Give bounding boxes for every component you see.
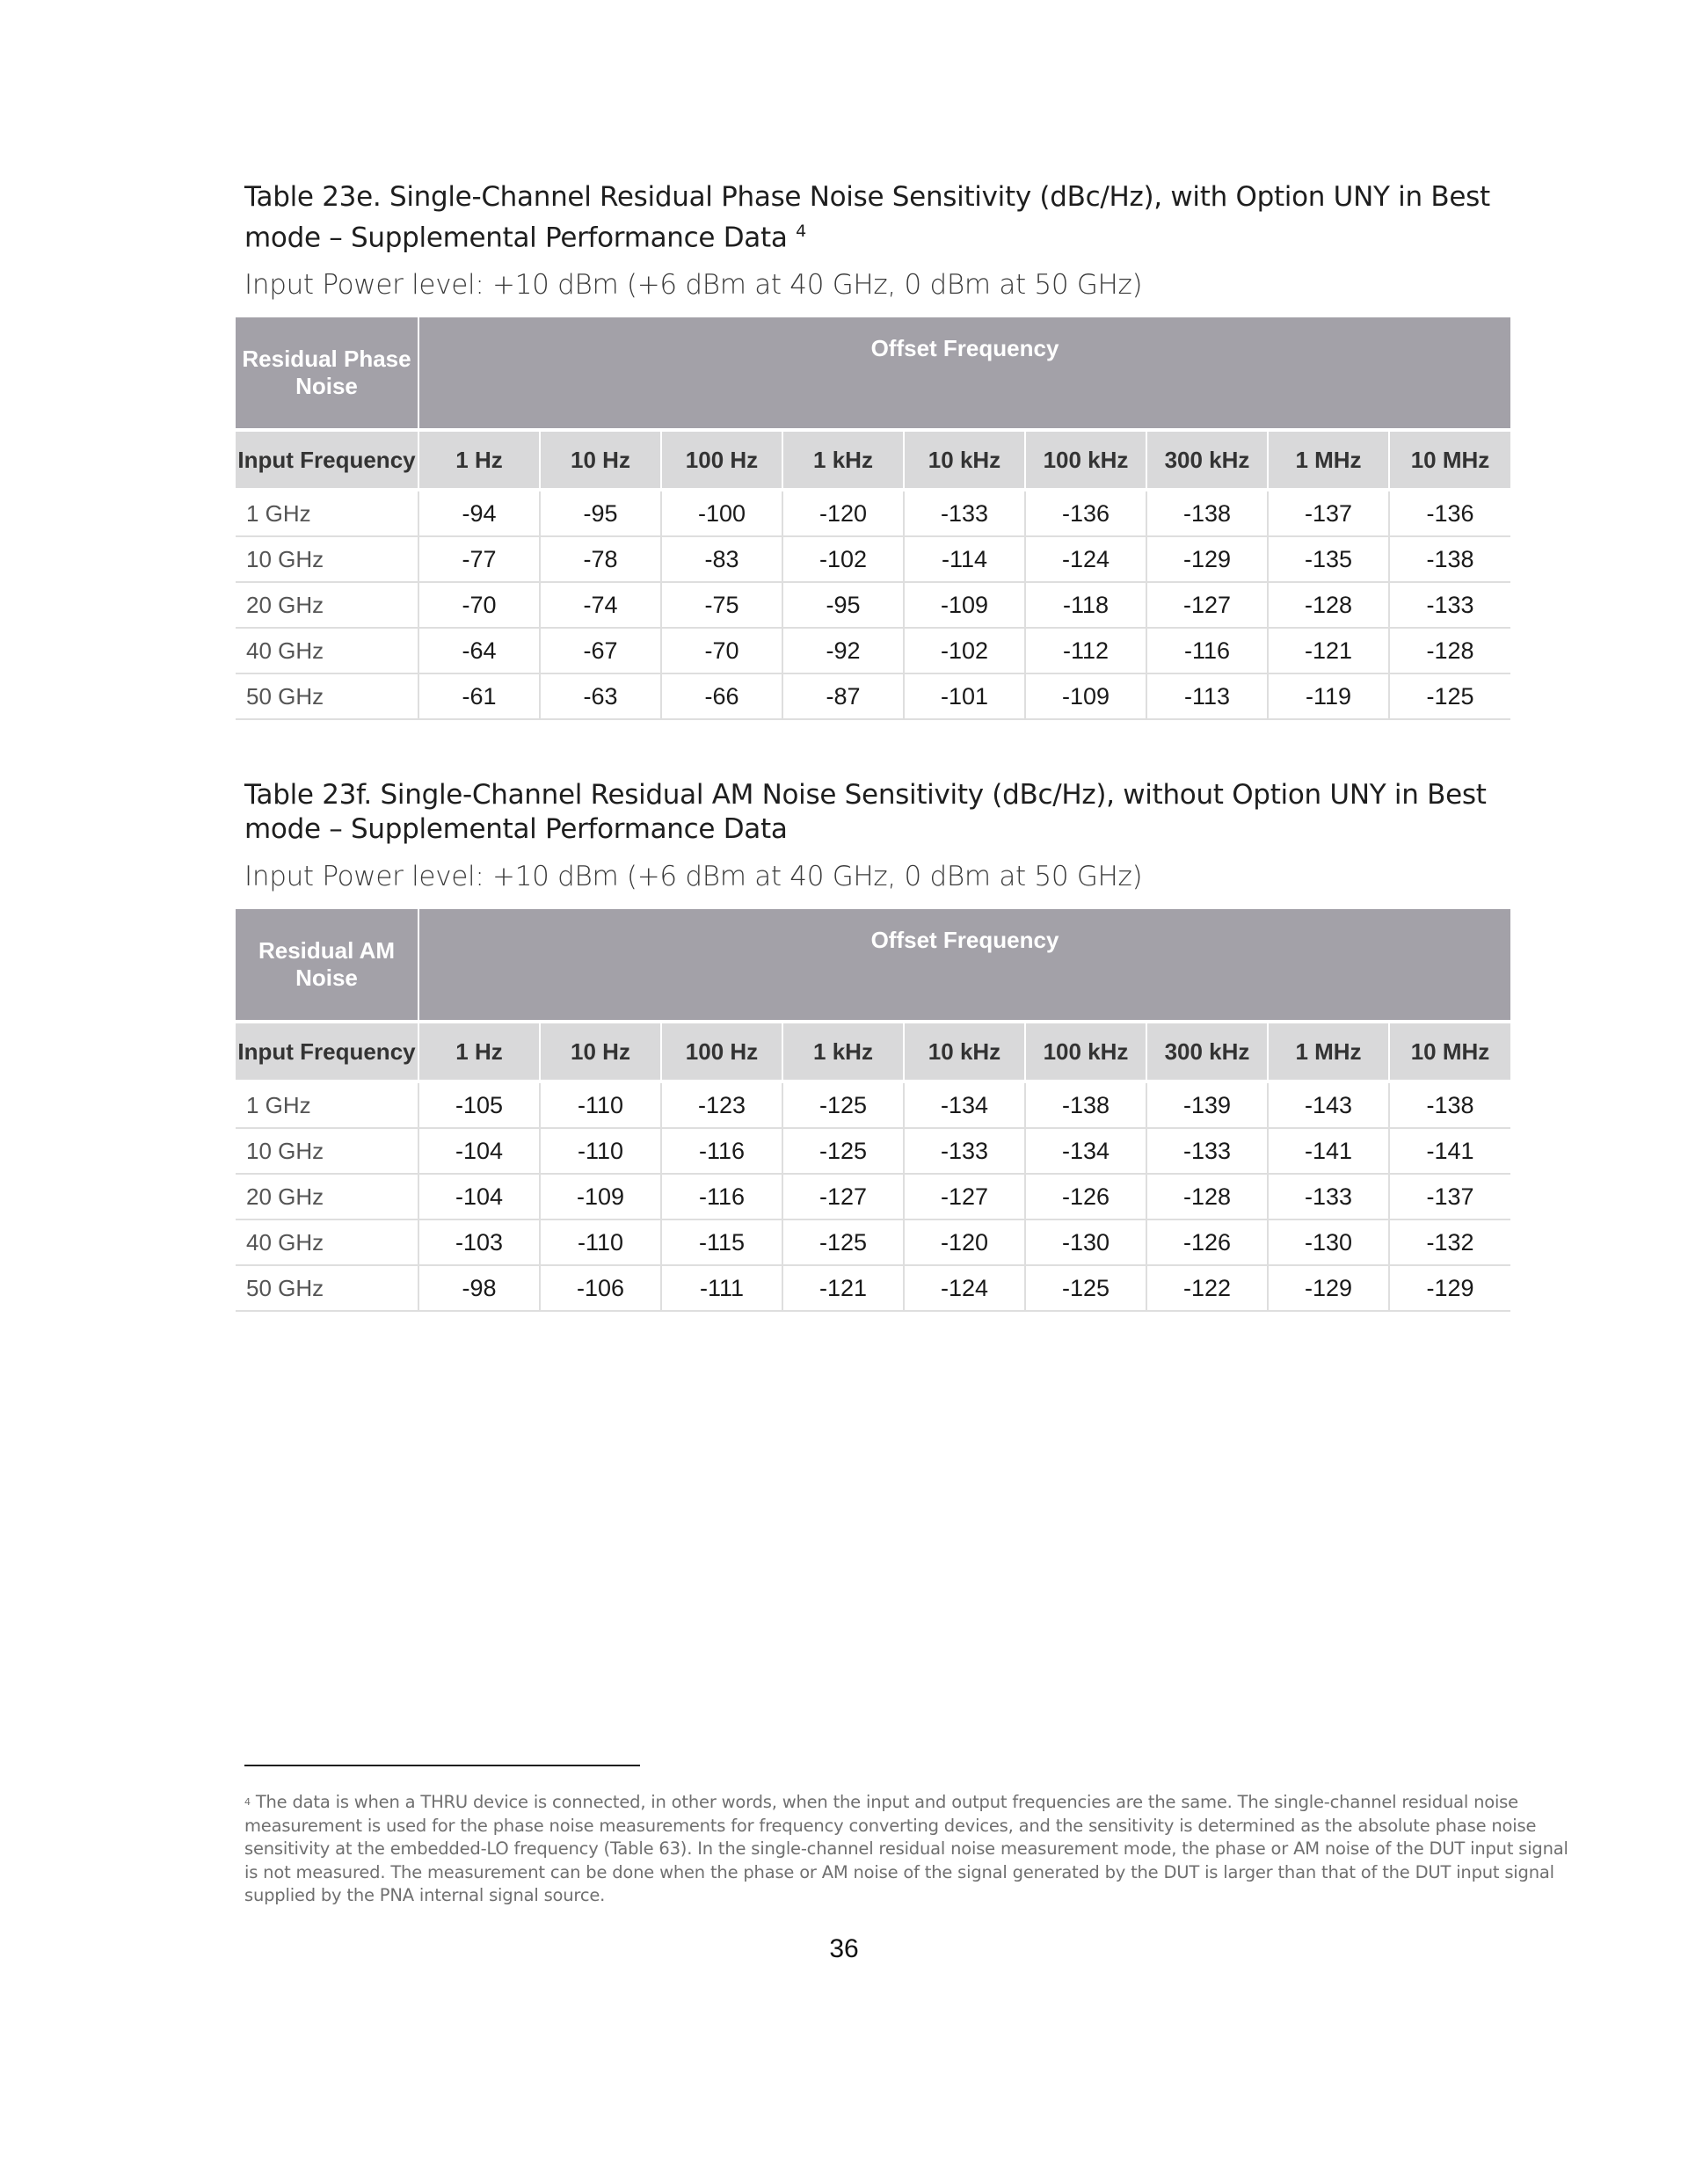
value-cell: -118	[1025, 582, 1146, 628]
value-cell: -141	[1389, 1128, 1510, 1174]
column-header: 10 Hz	[540, 430, 661, 490]
value-cell: -123	[661, 1081, 782, 1128]
value-cell: -128	[1389, 628, 1510, 673]
value-cell: -134	[1025, 1128, 1146, 1174]
value-cell: -132	[1389, 1219, 1510, 1265]
corner-header: Residual Phase Noise	[236, 317, 418, 430]
column-header-row	[236, 430, 1510, 490]
value-cell: -67	[540, 628, 661, 673]
value-cell: -129	[1389, 1265, 1510, 1311]
footnote	[244, 1791, 1581, 1908]
value-cell: -127	[904, 1174, 1025, 1219]
value-cell: -124	[904, 1265, 1025, 1311]
group-header: Offset Frequency	[418, 909, 1510, 1022]
value-cell: -87	[782, 673, 904, 719]
value-cell: -74	[540, 582, 661, 628]
value-cell: -119	[1268, 673, 1389, 719]
input-frequency-cell: 1 GHz	[236, 1081, 418, 1128]
value-cell: -125	[1389, 673, 1510, 719]
value-cell: -138	[1025, 1081, 1146, 1128]
value-cell: -63	[540, 673, 661, 719]
column-header: 1 kHz	[782, 430, 904, 490]
value-cell: -113	[1146, 673, 1268, 719]
table-row	[236, 582, 1510, 628]
value-cell: -111	[661, 1265, 782, 1311]
value-cell: -133	[904, 1128, 1025, 1174]
table-body	[236, 490, 1510, 719]
value-cell: -70	[418, 582, 540, 628]
table-row	[236, 1265, 1510, 1311]
value-cell: -103	[418, 1219, 540, 1265]
value-cell: -98	[418, 1265, 540, 1311]
value-cell: -128	[1146, 1174, 1268, 1219]
value-cell: -110	[540, 1219, 661, 1265]
value-cell: -116	[661, 1174, 782, 1219]
input-frequency-cell: 10 GHz	[236, 536, 418, 582]
value-cell: -104	[418, 1174, 540, 1219]
value-cell: -134	[904, 1081, 1025, 1128]
column-header: 1 Hz	[418, 1022, 540, 1081]
column-header: 10 MHz	[1389, 1022, 1510, 1081]
value-cell: -115	[661, 1219, 782, 1265]
column-header: 300 kHz	[1146, 430, 1268, 490]
column-header: 1 kHz	[782, 1022, 904, 1081]
column-header: 10 kHz	[904, 1022, 1025, 1081]
value-cell: -116	[661, 1128, 782, 1174]
value-cell: -125	[1025, 1265, 1146, 1311]
column-header: 100 Hz	[661, 1022, 782, 1081]
value-cell: -125	[782, 1081, 904, 1128]
group-header: Offset Frequency	[418, 317, 1510, 430]
value-cell: -121	[782, 1265, 904, 1311]
value-cell: -133	[1146, 1128, 1268, 1174]
column-header: 10 kHz	[904, 430, 1025, 490]
value-cell: -139	[1146, 1081, 1268, 1128]
value-cell: -104	[418, 1128, 540, 1174]
input-frequency-cell: 50 GHz	[236, 1265, 418, 1311]
table-title: Table 23f. Single-Channel Residual AM Noise Sensitivity (dBc/Hz), without Option UNY in Best mode – Supplemental Performance Data	[244, 779, 1487, 845]
value-cell: -126	[1146, 1219, 1268, 1265]
value-cell: -92	[782, 628, 904, 673]
value-cell: -77	[418, 536, 540, 582]
value-cell: -75	[661, 582, 782, 628]
value-cell: -66	[661, 673, 782, 719]
table-body	[236, 1081, 1510, 1311]
value-cell: -129	[1268, 1265, 1389, 1311]
value-cell: -120	[904, 1219, 1025, 1265]
value-cell: -133	[1268, 1174, 1389, 1219]
page-number: 36	[829, 1934, 859, 1963]
value-cell: -130	[1025, 1219, 1146, 1265]
value-cell: -64	[418, 628, 540, 673]
value-cell: -95	[782, 582, 904, 628]
table-subtitle: Input Power level: +10 dBm (+6 dBm at 40 GHz, 0 dBm at 50 GHz)	[244, 269, 1143, 302]
value-cell: -78	[540, 536, 661, 582]
value-cell: -138	[1389, 536, 1510, 582]
table-row	[236, 628, 1510, 673]
table-section-23e	[236, 180, 1510, 720]
data-table	[236, 909, 1510, 1312]
table-subtitle: Input Power level: +10 dBm (+6 dBm at 40 GHz, 0 dBm at 50 GHz)	[244, 861, 1143, 892]
value-cell: -83	[661, 536, 782, 582]
value-cell: -137	[1389, 1174, 1510, 1219]
value-cell: -136	[1025, 490, 1146, 536]
value-cell: -105	[418, 1081, 540, 1128]
column-header: 1 MHz	[1268, 430, 1389, 490]
column-header: 100 kHz	[1025, 1022, 1146, 1081]
input-frequency-cell: 20 GHz	[236, 1174, 418, 1219]
column-header: 1 Hz	[418, 430, 540, 490]
value-cell: -101	[904, 673, 1025, 719]
column-header: 10 MHz	[1389, 430, 1510, 490]
column-header: 300 kHz	[1146, 1022, 1268, 1081]
row-header-label: Input Frequency	[236, 430, 418, 490]
value-cell: -141	[1268, 1128, 1389, 1174]
value-cell: -102	[904, 628, 1025, 673]
table-title: Table 23e. Single-Channel Residual Phase Noise Sensitivity (dBc/Hz), with Option UNY in Best mode – Supplemental Performance Data $^4$	[244, 181, 1490, 254]
value-cell: -137	[1268, 490, 1389, 536]
input-frequency-cell: 20 GHz	[236, 582, 418, 628]
value-cell: -95	[540, 490, 661, 536]
value-cell: -109	[1025, 673, 1146, 719]
value-cell: -143	[1268, 1081, 1389, 1128]
data-table	[236, 317, 1510, 720]
value-cell: -114	[904, 536, 1025, 582]
value-cell: -127	[1146, 582, 1268, 628]
value-cell: -61	[418, 673, 540, 719]
value-cell: -138	[1389, 1081, 1510, 1128]
column-header: 10 Hz	[540, 1022, 661, 1081]
input-frequency-cell: 40 GHz	[236, 628, 418, 673]
value-cell: -124	[1025, 536, 1146, 582]
value-cell: -110	[540, 1081, 661, 1128]
value-cell: -125	[782, 1219, 904, 1265]
input-frequency-cell: 40 GHz	[236, 1219, 418, 1265]
footnote-divider	[244, 1765, 640, 1766]
value-cell: -133	[904, 490, 1025, 536]
footnote-mark: 4	[796, 222, 806, 241]
value-cell: -110	[540, 1128, 661, 1174]
value-cell: -126	[1025, 1174, 1146, 1219]
value-cell: -102	[782, 536, 904, 582]
value-cell: -136	[1389, 490, 1510, 536]
column-header: 100 kHz	[1025, 430, 1146, 490]
value-cell: -116	[1146, 628, 1268, 673]
value-cell: -112	[1025, 628, 1146, 673]
table-section-23f	[236, 778, 1510, 1312]
value-cell: -121	[1268, 628, 1389, 673]
value-cell: -135	[1268, 536, 1389, 582]
value-cell: -120	[782, 490, 904, 536]
table-row	[236, 536, 1510, 582]
value-cell: -125	[782, 1128, 904, 1174]
column-header-row	[236, 1022, 1510, 1081]
column-header: 1 MHz	[1268, 1022, 1389, 1081]
input-frequency-cell: 1 GHz	[236, 490, 418, 536]
table-row	[236, 1081, 1510, 1128]
value-cell: -109	[540, 1174, 661, 1219]
table-row	[236, 1174, 1510, 1219]
value-cell: -127	[782, 1174, 904, 1219]
value-cell: -109	[904, 582, 1025, 628]
input-frequency-cell: 10 GHz	[236, 1128, 418, 1174]
value-cell: -100	[661, 490, 782, 536]
footnote-number: 4	[244, 1796, 251, 1808]
value-cell: -106	[540, 1265, 661, 1311]
value-cell: -128	[1268, 582, 1389, 628]
value-cell: -138	[1146, 490, 1268, 536]
table-row	[236, 490, 1510, 536]
value-cell: -94	[418, 490, 540, 536]
value-cell: -130	[1268, 1219, 1389, 1265]
corner-header: Residual AM Noise	[236, 909, 418, 1022]
footnote-text: The data is when a THRU device is connected, in other words, when the input and output frequencies are the same. The single-channel residual noise measurement is used for the phase noise measurements for frequency converting devices, and the sensitivity is determined as the absolute phase noise sensitivity at the embedded-LO frequency (Table 63). In the single-channel residual noise measurement mode, the phase or AM noise of the DUT input signal is not measured. The measurement can be done when the phase or AM noise of the signal generated by the DUT is larger than that of the DUT input signal supplied by the PNA internal signal source.	[244, 1792, 1568, 1905]
row-header-label: Input Frequency	[236, 1022, 418, 1081]
table-row	[236, 1128, 1510, 1174]
column-header: 100 Hz	[661, 430, 782, 490]
value-cell: -133	[1389, 582, 1510, 628]
value-cell: -70	[661, 628, 782, 673]
value-cell: -129	[1146, 536, 1268, 582]
input-frequency-cell: 50 GHz	[236, 673, 418, 719]
value-cell: -122	[1146, 1265, 1268, 1311]
table-row	[236, 1219, 1510, 1265]
table-row	[236, 673, 1510, 719]
